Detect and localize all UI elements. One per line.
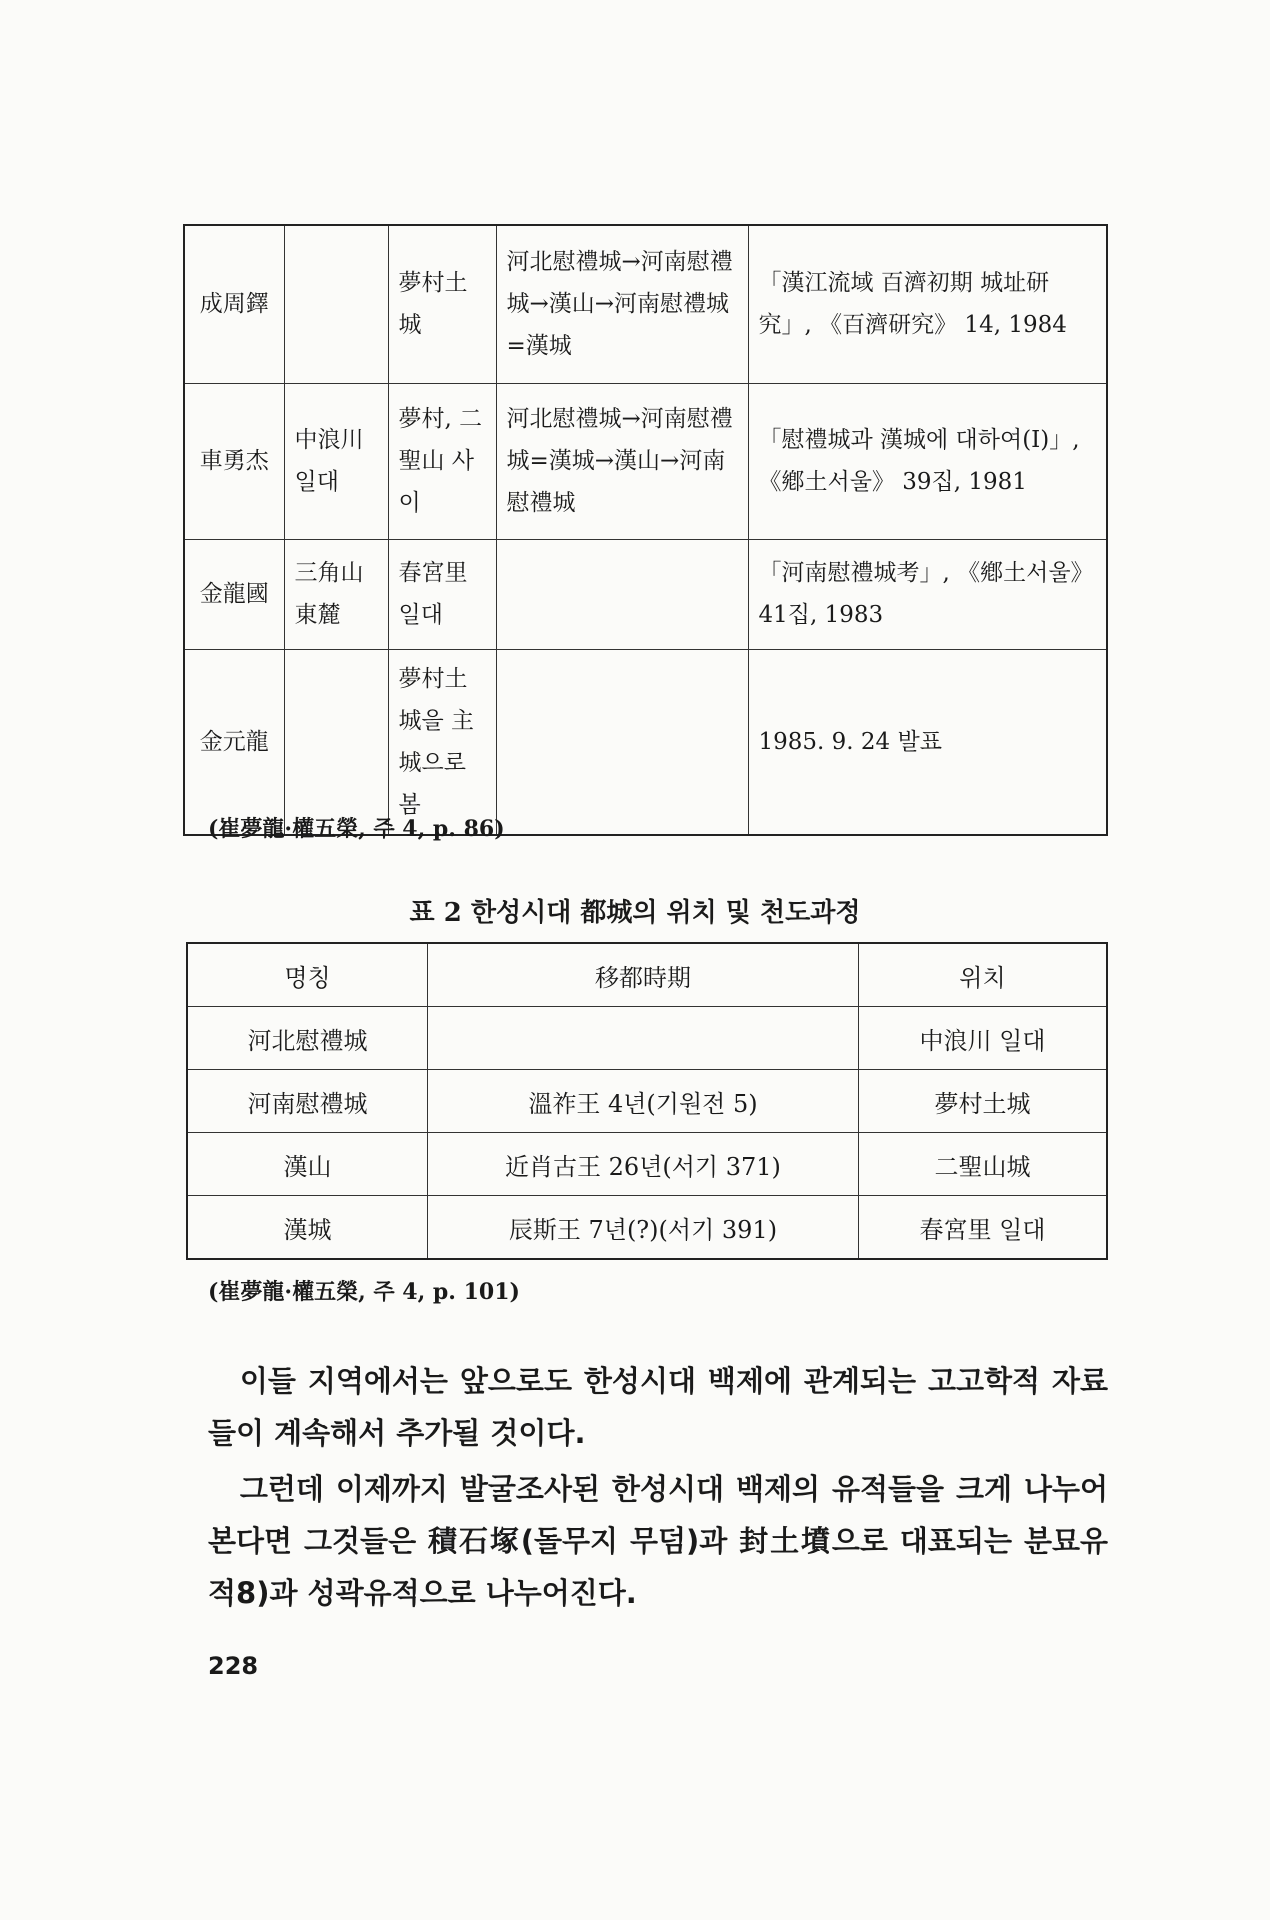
process-cell: 河北慰禮城→河南慰禮城→漢山→河南慰禮城=漢城 [496, 225, 748, 383]
body-paragraph: 이들 지역에서는 앞으로도 한성시대 백제에 관계되는 고고학적 자료들이 계속해서 추가될 것이다. [208, 1364, 1108, 1450]
location: 夢村土城 [858, 1070, 1107, 1133]
table-row [187, 1133, 1107, 1196]
page-number: 228 [208, 1652, 259, 1680]
site-cell: 夢村, 二聖山 사이 [388, 383, 496, 539]
site-cell: 夢村土城 [388, 225, 496, 383]
capital-relocation-table [186, 942, 1108, 1260]
table-row [187, 1007, 1107, 1070]
area-cell [284, 649, 388, 835]
table2-caption: 표 2 한성시대 都城의 위치 및 천도과정 [409, 898, 861, 928]
location: 二聖山城 [858, 1133, 1107, 1196]
relocation-period [428, 1007, 859, 1070]
table1-source: (崔夢龍·權五榮, 주 4, p. 86) [208, 816, 505, 842]
scholar-name: 金龍國 [184, 539, 284, 649]
site-cell: 夢村土城을 主城으로 봄 [388, 649, 496, 835]
table-row [187, 1070, 1107, 1133]
process-cell: 河北慰禮城→河南慰禮城=漢城→漢山→河南慰禮城 [496, 383, 748, 539]
body-paragraph: 그런데 이제까지 발굴조사된 한성시대 백제의 유적들을 크게 나누어 본다면 그것들은 積石塚(돌무지 무덤)과 封土墳으로 대표되는 분묘유적8)과 성곽유적으로 나누어진다. [208, 1472, 1108, 1610]
area-cell: 中浪川 일대 [284, 383, 388, 539]
scholar-name: 金元龍 [184, 649, 284, 835]
location: 春宮里 일대 [858, 1196, 1107, 1260]
site-cell: 春宮里 일대 [388, 539, 496, 649]
table-row [184, 383, 1107, 539]
theories-table [183, 224, 1108, 836]
relocation-period: 溫祚王 4년(기원전 5) [428, 1070, 859, 1133]
capital-name: 漢山 [187, 1133, 428, 1196]
capital-name: 河南慰禮城 [187, 1070, 428, 1133]
table-row [187, 1196, 1107, 1260]
reference-cell: 1985. 9. 24 발표 [748, 649, 1107, 835]
column-header: 명칭 [187, 943, 428, 1007]
area-cell [284, 225, 388, 383]
capital-name: 河北慰禮城 [187, 1007, 428, 1070]
column-header: 移都時期 [428, 943, 859, 1007]
reference-cell: 「河南慰禮城考」, 《鄕土서울》 41집, 1983 [748, 539, 1107, 649]
capital-name: 漢城 [187, 1196, 428, 1260]
relocation-period: 近肖古王 26년(서기 371) [428, 1133, 859, 1196]
reference-cell: 「慰禮城과 漢城에 대하여(Ⅰ)」, 《鄕土서울》 39집, 1981 [748, 383, 1107, 539]
table-header-row [187, 943, 1107, 1007]
reference-cell: 「漢江流域 百濟初期 城址研究」, 《百濟研究》 14, 1984 [748, 225, 1107, 383]
area-cell: 三角山 東麓 [284, 539, 388, 649]
scholar-name: 成周鐸 [184, 225, 284, 383]
relocation-period: 辰斯王 7년(?)(서기 391) [428, 1196, 859, 1260]
column-header: 위치 [858, 943, 1107, 1007]
process-cell [496, 539, 748, 649]
table-row [184, 539, 1107, 649]
table-row [184, 649, 1107, 835]
process-cell [496, 649, 748, 835]
scholar-name: 車勇杰 [184, 383, 284, 539]
location: 中浪川 일대 [858, 1007, 1107, 1070]
table2-source: (崔夢龍·權五榮, 주 4, p. 101) [208, 1279, 520, 1305]
table-row [184, 225, 1107, 383]
